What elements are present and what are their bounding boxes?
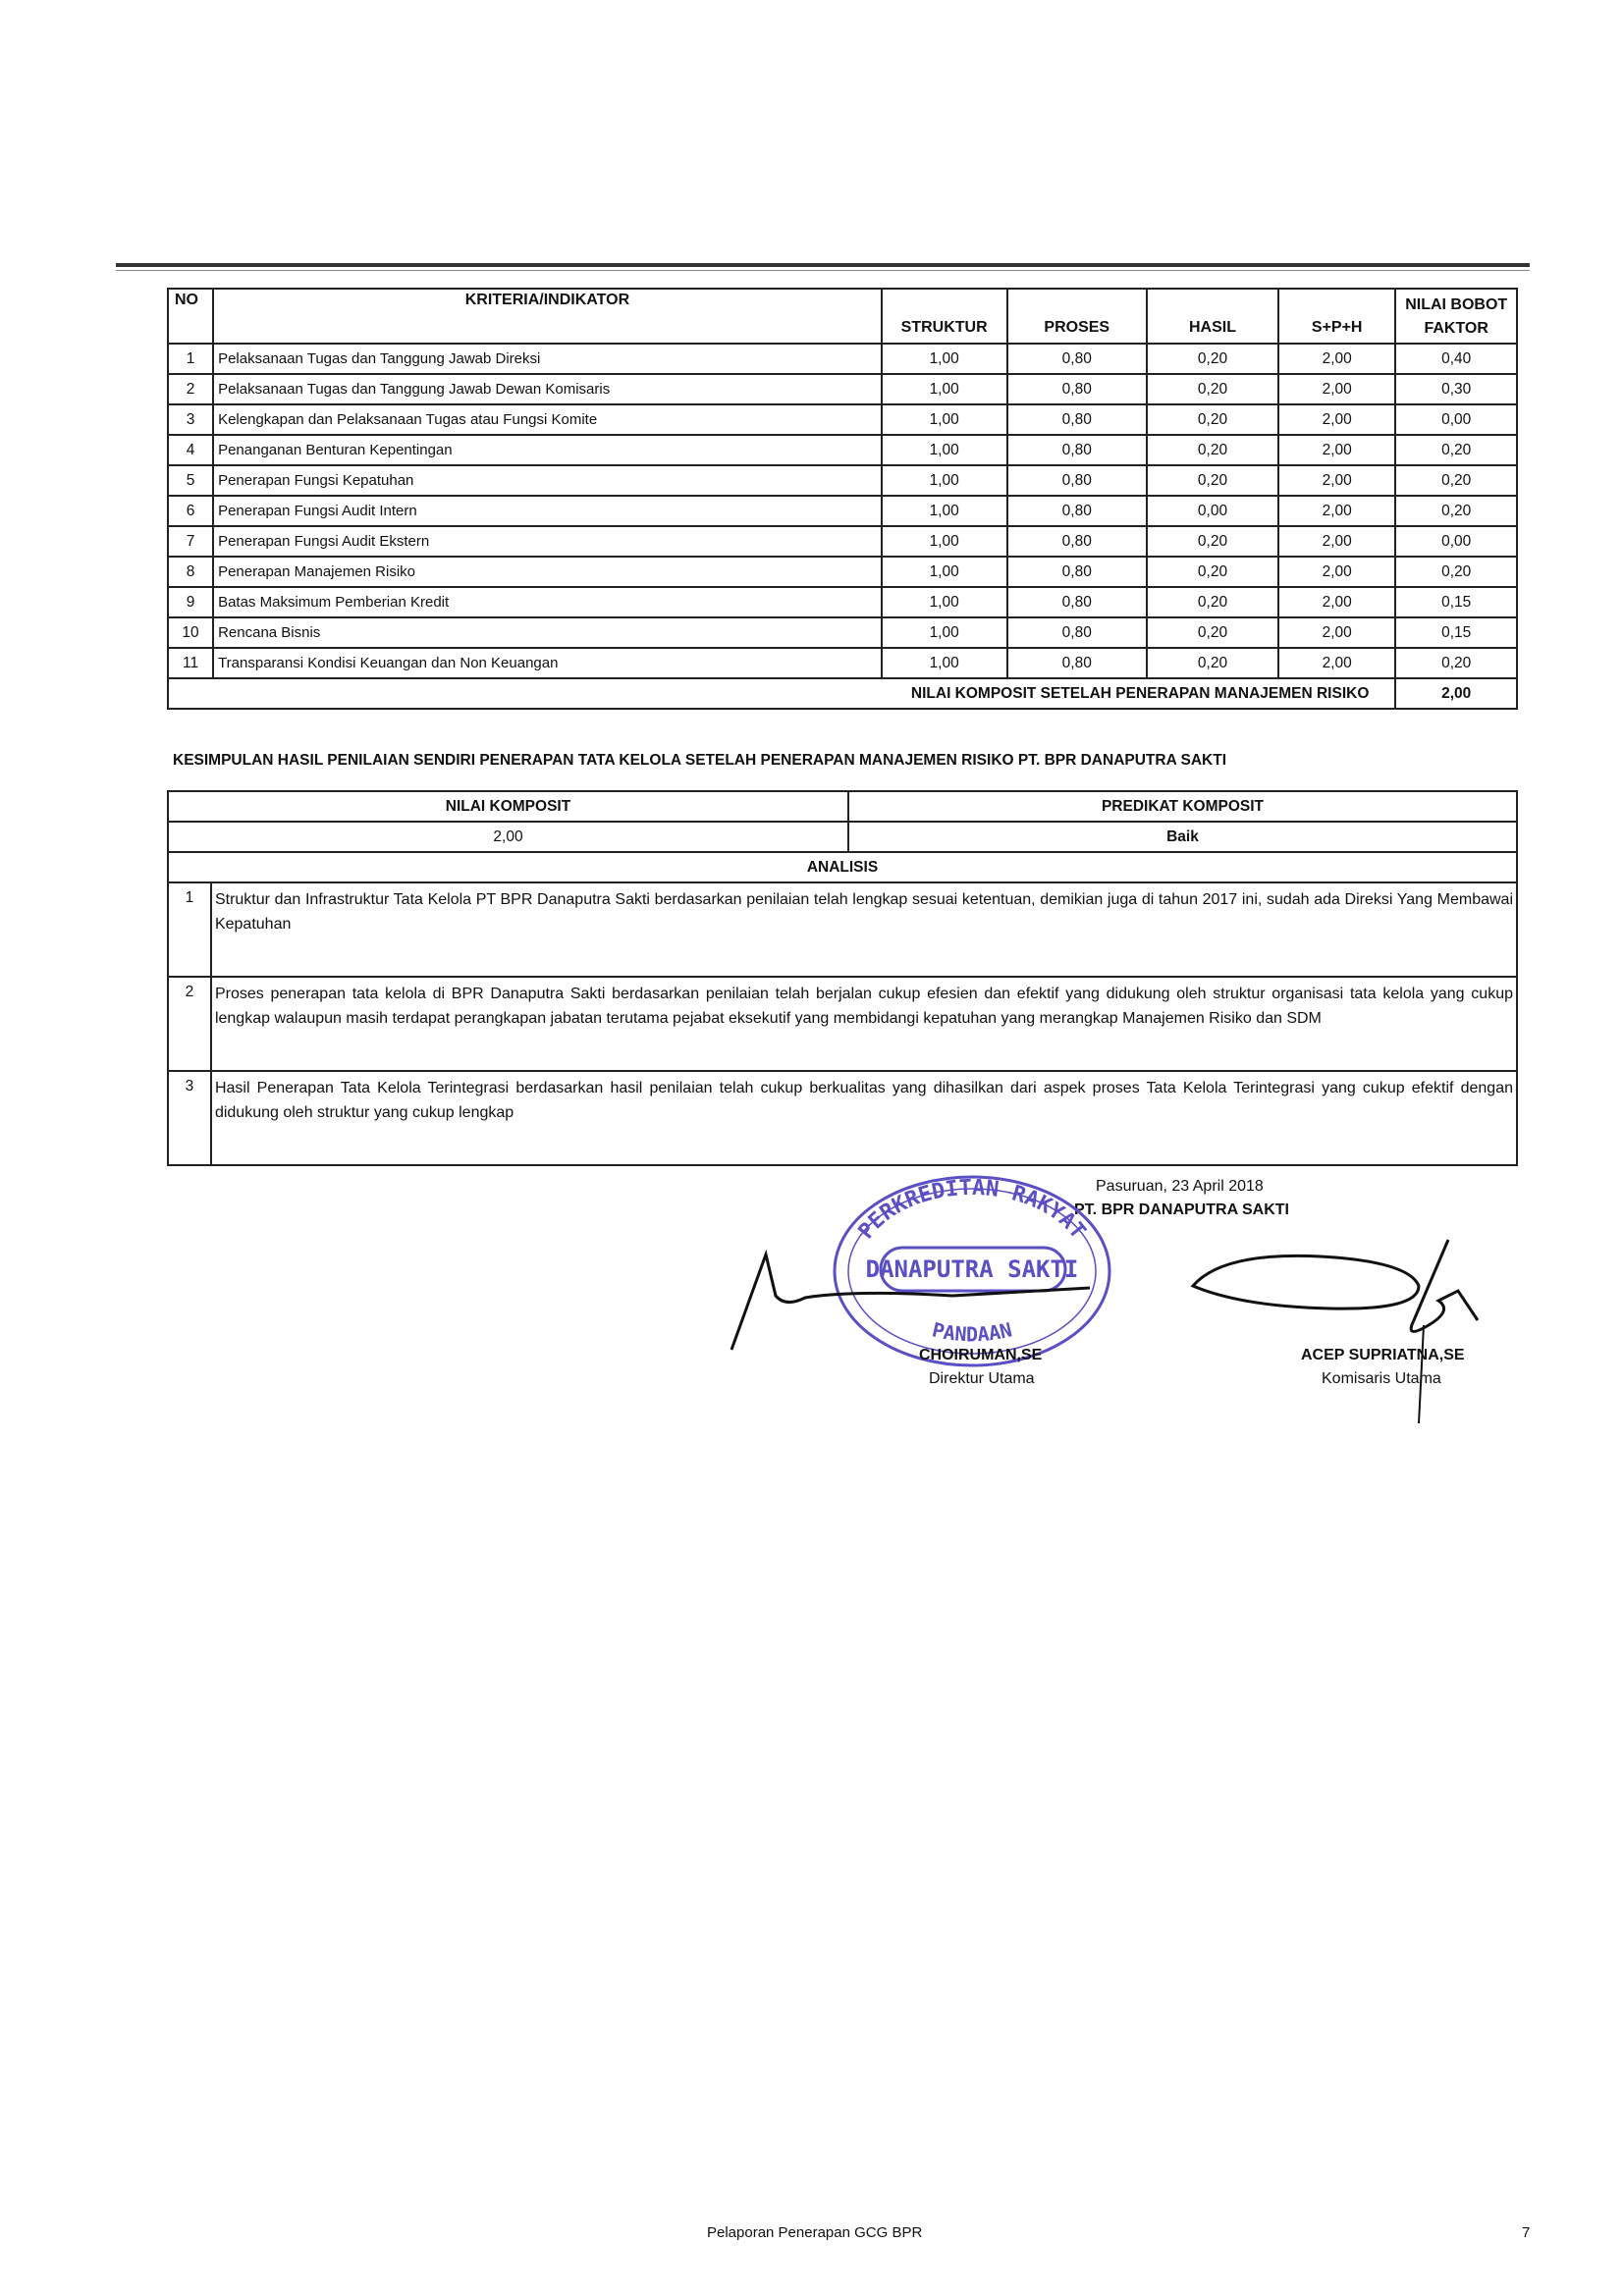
conclusion-title: KESIMPULAN HASIL PENILAIAN SENDIRI PENERAPAN TATA KELOLA SETELAH PENERAPAN MANAJEMEN RISIKO PT. BPR DANAPUTRA SAKTI (173, 752, 1227, 769)
header-struktur: STRUKTUR (882, 289, 1007, 344)
predikat-komposit-value: Baik (848, 822, 1517, 852)
signature-director (717, 1247, 1129, 1355)
cell-bobot: 0,20 (1395, 496, 1517, 526)
cell-no: 7 (168, 526, 213, 557)
cell-sph: 2,00 (1278, 435, 1395, 465)
cell-hasil: 0,20 (1147, 465, 1278, 496)
cell-struktur: 1,00 (882, 404, 1007, 435)
analysis-text: Hasil Penerapan Tata Kelola Terintegrasi berdasarkan hasil penilaian telah cukup berkualitas yang dihasilkan dari aspek proses Tata Kelola Terintegrasi yang cukup efektif dengan didukung oleh struktur yang cukup lengkap (211, 1071, 1517, 1165)
header-proses: PROSES (1007, 289, 1147, 344)
cell-kriteria: Pelaksanaan Tugas dan Tanggung Jawab Direksi (213, 344, 882, 374)
company-name: PT. BPR DANAPUTRA SAKTI (1074, 1201, 1289, 1218)
page-number: 7 (1522, 2224, 1531, 2241)
nilai-komposit-value: 2,00 (168, 822, 848, 852)
cell-proses: 0,80 (1007, 374, 1147, 404)
cell-bobot: 0,40 (1395, 344, 1517, 374)
analysis-no: 3 (168, 1071, 211, 1165)
cell-sph: 2,00 (1278, 496, 1395, 526)
header-hasil: HASIL (1147, 289, 1278, 344)
cell-kriteria: Penerapan Manajemen Risiko (213, 557, 882, 587)
cell-proses: 0,80 (1007, 404, 1147, 435)
cell-struktur: 1,00 (882, 374, 1007, 404)
cell-hasil: 0,20 (1147, 435, 1278, 465)
cell-no: 4 (168, 435, 213, 465)
header-bobot: NILAI BOBOT FAKTOR (1395, 289, 1517, 344)
cell-no: 3 (168, 404, 213, 435)
cell-no: 8 (168, 557, 213, 587)
cell-no: 2 (168, 374, 213, 404)
cell-struktur: 1,00 (882, 435, 1007, 465)
cell-proses: 0,80 (1007, 557, 1147, 587)
cell-bobot: 0,20 (1395, 557, 1517, 587)
cell-hasil: 0,00 (1147, 496, 1278, 526)
cell-hasil: 0,20 (1147, 404, 1278, 435)
cell-proses: 0,80 (1007, 465, 1147, 496)
place-date: Pasuruan, 23 April 2018 (1096, 1178, 1264, 1195)
predikat-komposit-label: PREDIKAT KOMPOSIT (848, 791, 1517, 822)
table-row (168, 496, 1517, 526)
signer1-title: Direktur Utama (929, 1370, 1035, 1387)
cell-hasil: 0,20 (1147, 557, 1278, 587)
cell-sph: 2,00 (1278, 557, 1395, 587)
cell-bobot: 0,30 (1395, 374, 1517, 404)
cell-sph: 2,00 (1278, 374, 1395, 404)
cell-hasil: 0,20 (1147, 344, 1278, 374)
table-row (168, 648, 1517, 678)
cell-sph: 2,00 (1278, 344, 1395, 374)
header-sph: S+P+H (1278, 289, 1395, 344)
signer2-name: ACEP SUPRIATNA,SE (1301, 1347, 1465, 1363)
cell-proses: 0,80 (1007, 648, 1147, 678)
cell-kriteria: Transparansi Kondisi Keuangan dan Non Keuangan (213, 648, 882, 678)
cell-bobot: 0,20 (1395, 435, 1517, 465)
header-rule-thin (116, 270, 1530, 271)
cell-struktur: 1,00 (882, 587, 1007, 617)
cell-kriteria: Pelaksanaan Tugas dan Tanggung Jawab Dewan Komisaris (213, 374, 882, 404)
cell-proses: 0,80 (1007, 496, 1147, 526)
cell-no: 5 (168, 465, 213, 496)
cell-proses: 0,80 (1007, 526, 1147, 557)
cell-struktur: 1,00 (882, 526, 1007, 557)
header-rule (116, 263, 1530, 267)
cell-sph: 2,00 (1278, 617, 1395, 648)
stamp-text-top: PERKREDITAN RAKYAT (853, 1175, 1091, 1244)
table-row (168, 617, 1517, 648)
cell-hasil: 0,20 (1147, 617, 1278, 648)
cell-kriteria: Penanganan Benturan Kepentingan (213, 435, 882, 465)
cell-sph: 2,00 (1278, 587, 1395, 617)
cell-hasil: 0,20 (1147, 648, 1278, 678)
analysis-text: Proses penerapan tata kelola di BPR Danaputra Sakti berdasarkan penilaian telah berjalan cukup efesien dan efektif yang didukung oleh struktur organisasi tata kelola yang cukup lengkap walaupun masih terdapat perangkapan jabatan terutama pejabat eksekutif yang membidangi kepatuhan yang merangkap Manajemen Risiko dan SDM (211, 977, 1517, 1071)
cell-no: 9 (168, 587, 213, 617)
cell-no: 10 (168, 617, 213, 648)
cell-bobot: 0,15 (1395, 617, 1517, 648)
table-row (168, 587, 1517, 617)
cell-struktur: 1,00 (882, 648, 1007, 678)
cell-hasil: 0,20 (1147, 374, 1278, 404)
cell-bobot: 0,00 (1395, 526, 1517, 557)
cell-struktur: 1,00 (882, 617, 1007, 648)
stamp-text-center: DANAPUTRA SAKTI (865, 1255, 1079, 1283)
analisis-label: ANALISIS (168, 852, 1517, 882)
cell-bobot: 0,00 (1395, 404, 1517, 435)
cell-struktur: 1,00 (882, 465, 1007, 496)
cell-no: 1 (168, 344, 213, 374)
cell-proses: 0,80 (1007, 435, 1147, 465)
analysis-text: Struktur dan Infrastruktur Tata Kelola PT BPR Danaputra Sakti berdasarkan penilaian telah lengkap sesuai ketentuan, demikian juga di tahun 2017 ini, sudah ada Direksi Yang Membawai Kepatuhan (211, 882, 1517, 977)
summary-label: NILAI KOMPOSIT SETELAH PENERAPAN MANAJEMEN RISIKO (168, 678, 1395, 709)
cell-proses: 0,80 (1007, 344, 1147, 374)
criteria-table (167, 288, 1518, 710)
header-kriteria: KRITERIA/INDIKATOR (213, 289, 882, 344)
cell-sph: 2,00 (1278, 648, 1395, 678)
cell-struktur: 1,00 (882, 496, 1007, 526)
conclusion-table (167, 790, 1518, 1166)
signer1-name: CHOIRUMAN,SE (919, 1347, 1043, 1363)
nilai-komposit-label: NILAI KOMPOSIT (168, 791, 848, 822)
cell-sph: 2,00 (1278, 404, 1395, 435)
cell-struktur: 1,00 (882, 557, 1007, 587)
cell-kriteria: Penerapan Fungsi Audit Ekstern (213, 526, 882, 557)
signature-commissioner (1163, 1232, 1497, 1428)
table-row (168, 526, 1517, 557)
cell-proses: 0,80 (1007, 587, 1147, 617)
analysis-no: 2 (168, 977, 211, 1071)
cell-proses: 0,80 (1007, 617, 1147, 648)
cell-kriteria: Kelengkapan dan Pelaksanaan Tugas atau Fungsi Komite (213, 404, 882, 435)
cell-struktur: 1,00 (882, 344, 1007, 374)
signer2-title: Komisaris Utama (1322, 1370, 1441, 1387)
table-row (168, 557, 1517, 587)
cell-sph: 2,00 (1278, 526, 1395, 557)
cell-no: 6 (168, 496, 213, 526)
cell-bobot: 0,20 (1395, 465, 1517, 496)
stamp-text-bottom: PANDAAN (930, 1317, 1014, 1347)
cell-kriteria: Penerapan Fungsi Kepatuhan (213, 465, 882, 496)
table-row (168, 404, 1517, 435)
footer-title: Pelaporan Penerapan GCG BPR (707, 2224, 923, 2241)
cell-kriteria: Batas Maksimum Pemberian Kredit (213, 587, 882, 617)
table-row (168, 374, 1517, 404)
cell-bobot: 0,15 (1395, 587, 1517, 617)
cell-hasil: 0,20 (1147, 526, 1278, 557)
table-row (168, 344, 1517, 374)
table-row (168, 435, 1517, 465)
table-row (168, 465, 1517, 496)
cell-no: 11 (168, 648, 213, 678)
header-no: NO (168, 289, 213, 344)
cell-bobot: 0,20 (1395, 648, 1517, 678)
analysis-no: 1 (168, 882, 211, 977)
cell-hasil: 0,20 (1147, 587, 1278, 617)
cell-kriteria: Rencana Bisnis (213, 617, 882, 648)
cell-kriteria: Penerapan Fungsi Audit Intern (213, 496, 882, 526)
summary-value: 2,00 (1395, 678, 1517, 709)
cell-sph: 2,00 (1278, 465, 1395, 496)
